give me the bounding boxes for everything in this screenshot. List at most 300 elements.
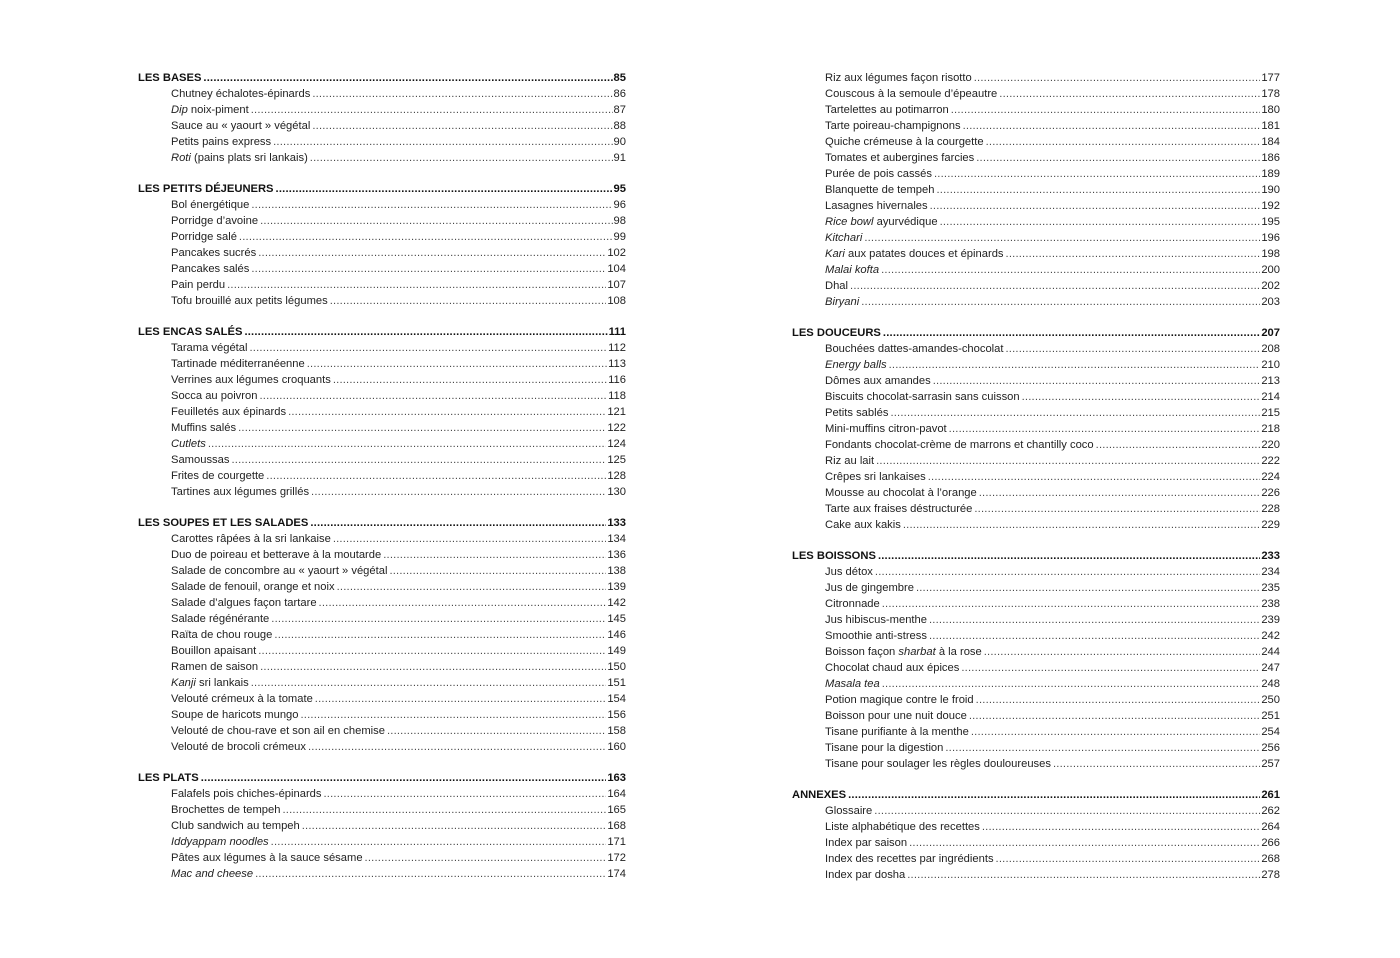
entry-title-text: Bouchées dattes-amandes-chocolat: [825, 343, 1004, 355]
entry-title: [171, 245, 257, 261]
dot-leader: [271, 834, 607, 850]
toc-entry[interactable]: [792, 230, 1280, 246]
entry-title-text: Carottes râpées à la sri lankaise: [171, 533, 331, 545]
toc-entry[interactable]: [138, 802, 626, 818]
entry-title: [825, 803, 873, 819]
dot-leader: [203, 70, 612, 86]
entry-title-text: Tofu brouillé aux petits légumes: [171, 295, 328, 307]
entry-page-number: 184: [1261, 136, 1280, 148]
entry-title-text: Tarte aux fraises déstructurée: [825, 503, 973, 515]
entry-title-text: Tisane pour soulager les règles douloureuses: [825, 758, 1051, 770]
section-heading[interactable]: [792, 548, 1280, 564]
entry-title: [825, 102, 950, 118]
toc-entry[interactable]: [138, 356, 626, 372]
entry-title: [171, 229, 238, 245]
entry-title-text: Sauce au « yaourt » végétal: [171, 120, 311, 132]
entry-page-number: 112: [608, 342, 626, 354]
toc-entry[interactable]: [792, 580, 1280, 596]
dot-leader: [276, 181, 613, 197]
section-page-number: 163: [607, 772, 626, 784]
toc-entry[interactable]: [138, 86, 626, 102]
entry-page-number: 138: [607, 565, 626, 577]
entry-title: [171, 261, 250, 277]
toc-entry[interactable]: [792, 819, 1280, 835]
toc-entry[interactable]: [138, 436, 626, 452]
entry-title: [825, 246, 1005, 262]
entry-title: [825, 469, 927, 485]
entry-title-text: Riz au lait: [825, 455, 875, 467]
toc-section: [792, 787, 1280, 883]
right-column: [792, 70, 1280, 898]
toc-entry[interactable]: [138, 340, 626, 356]
dot-leader: [861, 294, 1260, 310]
section-page-number: 261: [1261, 789, 1280, 801]
entry-title-text: Chutney échalotes-épinards: [171, 88, 311, 100]
toc-entry[interactable]: [792, 867, 1280, 883]
entry-title-text: noix-piment: [187, 104, 249, 116]
entry-page-number: 256: [1261, 742, 1280, 754]
section-heading[interactable]: [138, 770, 626, 786]
toc-entry[interactable]: [138, 579, 626, 595]
entry-title: [171, 627, 273, 643]
entry-page-number: 210: [1261, 359, 1280, 371]
dot-leader: [288, 404, 606, 420]
entry-title: [171, 643, 257, 659]
entry-page-number: 195: [1261, 216, 1280, 228]
toc-entry[interactable]: [138, 150, 626, 166]
dot-leader: [250, 340, 608, 356]
dot-leader: [231, 452, 606, 468]
entry-title: [171, 563, 388, 579]
toc-entry[interactable]: [138, 118, 626, 134]
toc-entry[interactable]: [792, 70, 1280, 86]
toc-entry[interactable]: [138, 850, 626, 866]
toc-entry[interactable]: [138, 102, 626, 118]
toc-entry[interactable]: [138, 627, 626, 643]
dot-leader: [986, 134, 1261, 150]
toc-entry[interactable]: [792, 756, 1280, 772]
toc-entry[interactable]: [792, 437, 1280, 453]
entry-page-number: 146: [607, 629, 626, 641]
toc-entry[interactable]: [792, 628, 1280, 644]
toc-entry[interactable]: [138, 659, 626, 675]
entry-title-text: Tartelettes au potimarron: [825, 104, 949, 116]
entry-title: [825, 501, 973, 517]
toc-entry[interactable]: [792, 373, 1280, 389]
toc-entry[interactable]: [792, 564, 1280, 580]
toc-entry[interactable]: [792, 118, 1280, 134]
entry-title: [171, 739, 307, 755]
entry-title: [825, 166, 933, 182]
entry-page-number: 244: [1261, 646, 1280, 658]
section-heading[interactable]: [792, 325, 1280, 341]
dot-leader: [929, 612, 1260, 628]
entry-page-number: 196: [1261, 232, 1280, 244]
entry-page-number: 118: [608, 390, 626, 402]
entry-title: [825, 740, 944, 756]
entry-title-italic: Kitchari: [825, 232, 863, 244]
toc-entry[interactable]: [138, 866, 626, 882]
entry-title-text: Salade de concombre au « yaourt » végétal: [171, 565, 388, 577]
entry-title-text: Jus détox: [825, 566, 873, 578]
toc-entry[interactable]: [138, 707, 626, 723]
dot-leader: [979, 485, 1261, 501]
entry-page-number: 224: [1261, 471, 1280, 483]
toc-entry[interactable]: [792, 405, 1280, 421]
toc-entry[interactable]: [138, 723, 626, 739]
entry-title-text: Tarte poireau-champignons: [825, 120, 961, 132]
toc-entry[interactable]: [138, 786, 626, 802]
dot-leader: [227, 277, 606, 293]
dot-leader: [238, 420, 606, 436]
toc-entry[interactable]: [138, 213, 626, 229]
entry-title-italic: Iddyappam noodles: [171, 836, 269, 848]
dot-leader: [266, 468, 606, 484]
entry-page-number: 247: [1261, 662, 1280, 674]
toc-entry[interactable]: [792, 469, 1280, 485]
dot-leader: [311, 484, 606, 500]
toc-entry[interactable]: [792, 660, 1280, 676]
toc-entry[interactable]: [792, 453, 1280, 469]
entry-page-number: 200: [1261, 264, 1280, 276]
toc-entry[interactable]: [138, 388, 626, 404]
toc-entry[interactable]: [138, 134, 626, 150]
entry-title-text: Frites de courgette: [171, 470, 265, 482]
entry-title-text: Verrines aux légumes croquants: [171, 374, 331, 386]
entry-title: [171, 150, 309, 166]
toc-entry[interactable]: [792, 341, 1280, 357]
toc-entry[interactable]: [138, 245, 626, 261]
toc-section: [792, 70, 1280, 310]
entry-page-number: 125: [607, 454, 626, 466]
entry-title-text: Index des recettes par ingrédients: [825, 853, 994, 865]
entry-title: [825, 421, 948, 437]
dot-leader: [864, 230, 1260, 246]
entry-title: [825, 294, 860, 310]
entry-page-number: 136: [607, 549, 626, 561]
toc-entry[interactable]: [792, 182, 1280, 198]
entry-page-number: 158: [607, 725, 626, 737]
left-column: [138, 70, 626, 897]
dot-leader: [882, 596, 1261, 612]
toc-entry[interactable]: [138, 547, 626, 563]
dot-leader: [889, 357, 1261, 373]
dot-leader: [201, 770, 607, 786]
toc-entry[interactable]: [792, 644, 1280, 660]
entry-page-number: 156: [607, 709, 626, 721]
toc-entry[interactable]: [792, 803, 1280, 819]
dot-leader: [881, 262, 1260, 278]
toc-entry[interactable]: [792, 389, 1280, 405]
entry-page-number: 151: [607, 677, 626, 689]
entry-title-text: Salade d’algues façon tartare: [171, 597, 317, 609]
entry-title-text: Velouté crémeux à la tomate: [171, 693, 313, 705]
entry-page-number: 220: [1261, 439, 1280, 451]
toc-entry[interactable]: [138, 531, 626, 547]
entry-title: [825, 580, 915, 596]
section-title: LES PLATS: [138, 772, 199, 784]
dot-leader: [976, 150, 1260, 166]
dot-leader: [389, 563, 606, 579]
entry-page-number: 222: [1261, 455, 1280, 467]
entry-title-text: Chocolat chaud aux épices: [825, 662, 960, 674]
entry-page-number: 190: [1261, 184, 1280, 196]
toc-entry[interactable]: [138, 404, 626, 420]
entry-page-number: 154: [607, 693, 626, 705]
entry-title-text: Cake aux kakis: [825, 519, 901, 531]
dot-leader: [883, 325, 1260, 341]
entry-page-number: 228: [1261, 503, 1280, 515]
dot-leader: [982, 819, 1260, 835]
toc-entry[interactable]: [792, 501, 1280, 517]
toc-entry[interactable]: [138, 277, 626, 293]
dot-leader: [961, 660, 1260, 676]
entry-title-text: Index par saison: [825, 837, 908, 849]
section-title: LES BASES: [138, 72, 202, 84]
entry-title-text: Tartines aux légumes grillés: [171, 486, 310, 498]
entry-title: [171, 531, 332, 547]
toc-entry[interactable]: [792, 517, 1280, 533]
entry-page-number: 203: [1261, 296, 1280, 308]
dot-leader: [882, 676, 1261, 692]
entry-title-text: Riz aux légumes façon risotto: [825, 72, 972, 84]
entry-title-text: Jus hibiscus-menthe: [825, 614, 927, 626]
toc-entry[interactable]: [792, 692, 1280, 708]
entry-title: [171, 691, 314, 707]
entry-title: [825, 660, 960, 676]
dot-leader: [1006, 246, 1261, 262]
entry-title: [171, 213, 259, 229]
dot-leader: [282, 802, 606, 818]
toc-entry[interactable]: [138, 261, 626, 277]
toc-entry[interactable]: [138, 691, 626, 707]
dot-leader: [310, 150, 613, 166]
entry-title-text: Pâtes aux légumes à la sauce sésame: [171, 852, 363, 864]
toc-entry[interactable]: [138, 484, 626, 500]
toc-entry[interactable]: [792, 708, 1280, 724]
entry-page-number: 181: [1261, 120, 1280, 132]
entry-title: [171, 850, 364, 866]
toc-entry[interactable]: [792, 134, 1280, 150]
entry-page-number: 202: [1261, 280, 1280, 292]
entry-title: [171, 675, 250, 691]
dot-leader: [999, 86, 1260, 102]
section-page-number: 133: [607, 517, 626, 529]
dot-leader: [929, 628, 1260, 644]
entry-title: [825, 708, 968, 724]
toc-entry[interactable]: [792, 166, 1280, 182]
toc-entry[interactable]: [138, 611, 626, 627]
entry-title: [825, 262, 880, 278]
entry-title: [825, 819, 981, 835]
entry-page-number: 189: [1261, 168, 1280, 180]
dot-leader: [916, 580, 1260, 596]
toc-entry[interactable]: [138, 818, 626, 834]
entry-title-text: Liste alphabétique des recettes: [825, 821, 980, 833]
toc-entry[interactable]: [792, 724, 1280, 740]
entry-title-text: Dhal: [825, 280, 849, 292]
entry-title: [171, 197, 250, 213]
entry-page-number: 91: [613, 152, 626, 164]
toc-entry[interactable]: [792, 676, 1280, 692]
section-heading[interactable]: [138, 515, 626, 531]
dot-leader: [974, 501, 1260, 517]
entry-title: [171, 436, 207, 452]
toc-entry[interactable]: [792, 262, 1280, 278]
dot-leader: [208, 436, 607, 452]
entry-title-text: Bol énergétique: [171, 199, 250, 211]
dot-leader: [251, 102, 613, 118]
dot-leader: [312, 118, 612, 134]
entry-title-text: Mini-muffins citron-pavot: [825, 423, 947, 435]
toc-entry[interactable]: [138, 468, 626, 484]
entry-title-text: Velouté de brocoli crémeux: [171, 741, 306, 753]
toc-entry[interactable]: [138, 372, 626, 388]
section-page-number: 111: [608, 326, 626, 338]
toc-entry[interactable]: [138, 595, 626, 611]
toc-entry[interactable]: [792, 612, 1280, 628]
entry-title: [825, 341, 1005, 357]
toc-entry[interactable]: [792, 278, 1280, 294]
dot-leader: [930, 198, 1261, 214]
entry-title: [171, 707, 300, 723]
entry-title-text: à la rose: [935, 646, 982, 658]
entry-title-italic: Mac and cheese: [171, 868, 254, 880]
toc-entry[interactable]: [138, 197, 626, 213]
dot-leader: [874, 803, 1260, 819]
entry-title: [171, 802, 281, 818]
toc-entry[interactable]: [792, 740, 1280, 756]
dot-leader: [239, 229, 613, 245]
toc-entry[interactable]: [792, 835, 1280, 851]
dot-leader: [984, 644, 1261, 660]
toc-entry[interactable]: [138, 452, 626, 468]
dot-leader: [933, 373, 1261, 389]
entry-page-number: 192: [1261, 200, 1280, 212]
toc-entry[interactable]: [138, 643, 626, 659]
entry-title: [171, 818, 301, 834]
entry-title: [825, 756, 1052, 772]
toc-entry[interactable]: [792, 421, 1280, 437]
entry-title: [171, 420, 237, 436]
entry-title: [825, 278, 849, 294]
entry-title-italic: Cutlets: [171, 438, 206, 450]
dot-leader: [383, 547, 606, 563]
entry-title-text: Tisane pour la digestion: [825, 742, 944, 754]
toc-entry[interactable]: [792, 150, 1280, 166]
toc-entry[interactable]: [792, 294, 1280, 310]
entry-title: [171, 484, 310, 500]
entry-title-text: Porridge d’avoine: [171, 215, 259, 227]
toc-section: [138, 515, 626, 755]
entry-title: [825, 214, 939, 230]
entry-title: [825, 405, 889, 421]
toc-entry[interactable]: [792, 86, 1280, 102]
toc-entry[interactable]: [792, 246, 1280, 262]
section-heading[interactable]: [138, 324, 626, 340]
entry-title: [825, 373, 932, 389]
toc-entry[interactable]: [138, 739, 626, 755]
toc-entry[interactable]: [138, 420, 626, 436]
toc-entry[interactable]: [792, 357, 1280, 373]
dot-leader: [976, 692, 1261, 708]
entry-title-text: Soupe de haricots mungo: [171, 709, 299, 721]
toc-entry[interactable]: [138, 293, 626, 309]
dot-leader: [301, 707, 607, 723]
section-heading[interactable]: [138, 181, 626, 197]
entry-title-text: aux patates douces et épinards: [844, 248, 1004, 260]
entry-title-text: Club sandwich au tempeh: [171, 820, 300, 832]
toc-entry[interactable]: [792, 198, 1280, 214]
dot-leader: [875, 564, 1260, 580]
toc-entry[interactable]: [792, 485, 1280, 501]
section-heading[interactable]: [138, 70, 626, 86]
entry-page-number: 250: [1261, 694, 1280, 706]
entry-title: [825, 182, 935, 198]
entry-title: [171, 372, 332, 388]
entry-title: [825, 86, 998, 102]
toc-entry[interactable]: [792, 214, 1280, 230]
dot-leader: [258, 643, 606, 659]
dot-leader: [963, 118, 1261, 134]
section-page-number: 233: [1261, 550, 1280, 562]
entry-title-text: Potion magique contre le froid: [825, 694, 974, 706]
section-heading[interactable]: [792, 787, 1280, 803]
entry-title: [825, 437, 1095, 453]
entry-title: [825, 453, 875, 469]
toc-entry[interactable]: [138, 675, 626, 691]
entry-title: [171, 293, 329, 309]
entry-title-text: (pains plats sri lankais): [190, 152, 308, 164]
toc-entry[interactable]: [792, 102, 1280, 118]
entry-title: [171, 659, 259, 675]
dot-leader: [996, 851, 1261, 867]
entry-page-number: 160: [607, 741, 626, 753]
dot-leader: [951, 102, 1261, 118]
entry-title-text: Muffins salés: [171, 422, 237, 434]
entry-title: [171, 340, 249, 356]
entry-title-text: Samoussas: [171, 454, 230, 466]
toc-section: [792, 325, 1280, 533]
entry-title: [825, 134, 985, 150]
entry-page-number: 198: [1261, 248, 1280, 260]
entry-title: [825, 644, 983, 660]
section-title: LES BOISSONS: [792, 550, 876, 562]
entry-page-number: 251: [1261, 710, 1280, 722]
dot-leader: [1022, 389, 1261, 405]
entry-title: [171, 834, 270, 850]
entry-title: [171, 102, 250, 118]
entry-title-text: Blanquette de tempeh: [825, 184, 935, 196]
entry-title-text: Duo de poireau et betterave à la moutarde: [171, 549, 382, 561]
dot-leader: [945, 740, 1260, 756]
toc-entry[interactable]: [792, 851, 1280, 867]
entry-title-text: Bouillon apaisant: [171, 645, 257, 657]
toc-entry[interactable]: [138, 563, 626, 579]
toc-entry[interactable]: [138, 834, 626, 850]
toc-section: [138, 770, 626, 882]
entry-title-italic: Malai kofta: [825, 264, 880, 276]
dot-leader: [260, 659, 606, 675]
entry-page-number: 108: [607, 295, 626, 307]
toc-entry[interactable]: [138, 229, 626, 245]
entry-page-number: 174: [607, 868, 626, 880]
entry-title-text: Tomates et aubergines farcies: [825, 152, 975, 164]
entry-title-italic: Energy balls: [825, 359, 887, 371]
entry-page-number: 165: [607, 804, 626, 816]
toc-entry[interactable]: [792, 596, 1280, 612]
entry-page-number: 215: [1261, 407, 1280, 419]
